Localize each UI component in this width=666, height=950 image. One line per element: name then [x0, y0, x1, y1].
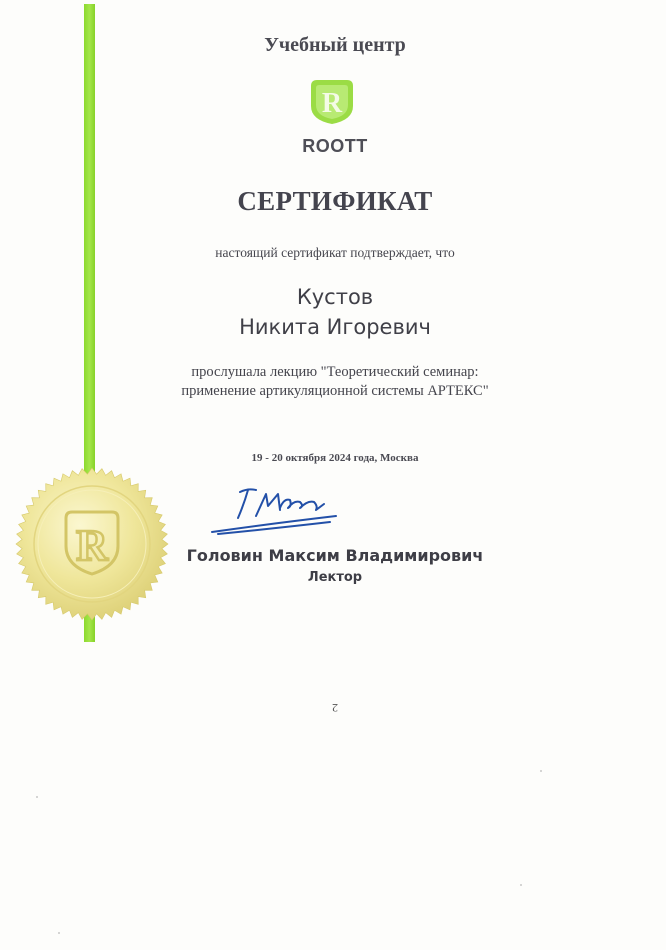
svg-text:R: R — [321, 88, 343, 119]
page-number: 2 — [332, 701, 338, 715]
lecturer-role: Лектор — [307, 570, 363, 585]
roott-r-shield-icon — [307, 76, 357, 126]
certificate-title: СЕРТИФИКАТ — [237, 186, 433, 216]
paper-speck — [520, 884, 522, 886]
date-place: 19 - 20 октября 2024 года, Москва — [251, 452, 419, 464]
gold-foil-seal-icon — [14, 466, 170, 622]
certificate-intro: настоящий сертификат подтверждает, что — [215, 245, 455, 260]
recipient-given-names: Никита Игоревич — [239, 315, 431, 339]
handwritten-signature-icon — [208, 484, 340, 536]
paper-speck — [540, 770, 542, 772]
paper-speck — [58, 932, 60, 934]
svg-text:R: R — [76, 521, 108, 570]
lecture-line-2: применение артикуляционной системы АРТЕКС" — [181, 383, 489, 399]
paper-speck — [36, 796, 38, 798]
recipient-surname: Кустов — [296, 285, 374, 309]
organization-heading: Учебный центр — [264, 34, 406, 56]
lecturer-name: Головин Максим Владимирович — [186, 546, 484, 565]
lecture-line-1: прослушала лекцию "Теоретический семинар: — [191, 364, 479, 380]
brand-name: ROOTT — [302, 136, 368, 156]
